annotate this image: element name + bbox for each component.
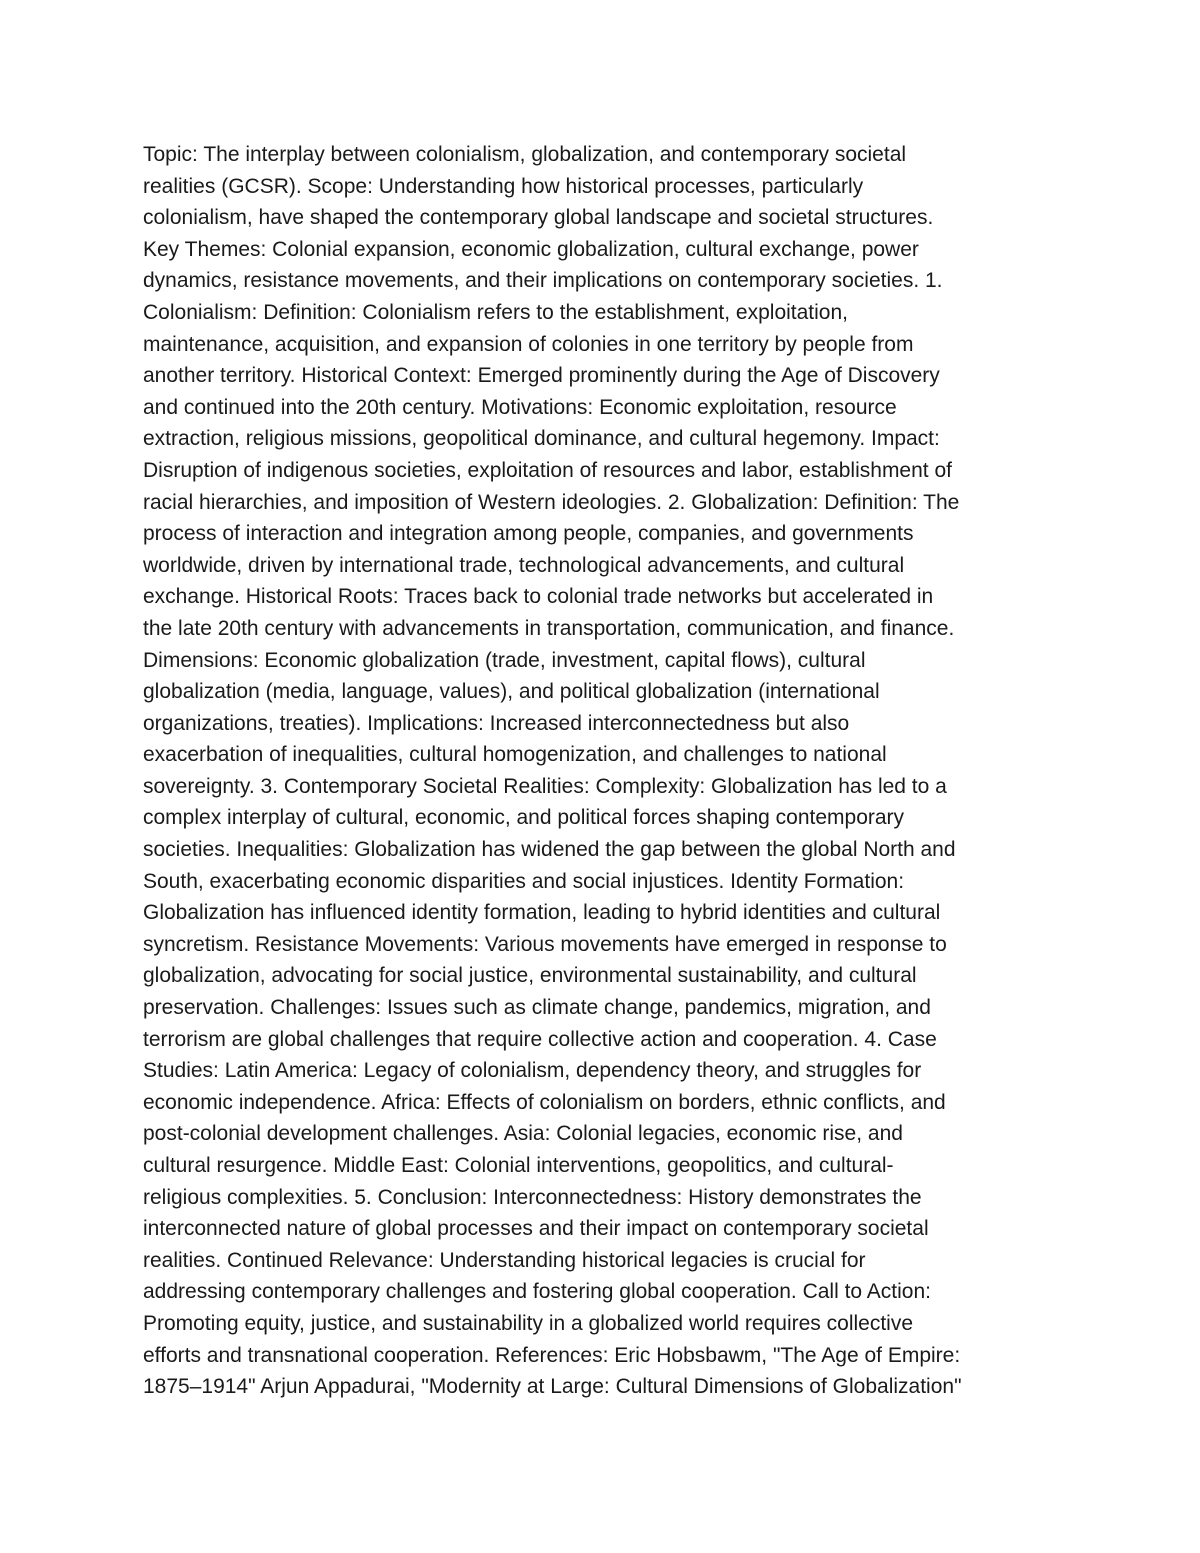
text-line: Topic: The interplay between colonialism, globalization, and contemporary societal [143, 143, 907, 166]
text-line: 1875–1914" Arjun Appadurai, "Modernity at Large: Cultural Dimensions of Globalization" [143, 1375, 962, 1399]
text-line: extraction, religious missions, geopolitical dominance, and cultural hegemony. Impact: [143, 427, 940, 451]
text-line: South, exacerbating economic disparities and social injustices. Identity Formation: [143, 869, 905, 893]
text-line: process of interaction and integration among people, companies, and governments [143, 522, 914, 546]
text-line: interconnected nature of global processes and their impact on contemporary societal [143, 1217, 929, 1241]
text-line: exacerbation of inequalities, cultural homogenization, and challenges to national [143, 743, 887, 767]
text-line: Dimensions: Economic globalization (trade, investment, capital flows), cultural [143, 648, 866, 672]
text-line: the late 20th century with advancements in transportation, communication, and finance. [143, 616, 955, 640]
text-line: organizations, treaties). Implications: Increased interconnectedness but also [143, 711, 850, 735]
text-line: Colonialism: Definition: Colonialism refers to the establishment, exploitation, [143, 300, 848, 324]
text-line: preservation. Challenges: Issues such as climate change, pandemics, migration, and [143, 996, 931, 1020]
text-line: racial hierarchies, and imposition of Western ideologies. 2. Globalization: Definition: The [143, 490, 960, 514]
text-line: Globalization has influenced identity formation, leading to hybrid identities and cultural [143, 901, 941, 925]
text-line: Disruption of indigenous societies, exploitation of resources and labor, establishment of [143, 458, 952, 482]
text-line: exchange. Historical Roots: Traces back to colonial trade networks but accelerated in [143, 585, 934, 609]
text-line: societies. Inequalities: Globalization has widened the gap between the global North and [143, 838, 956, 862]
text-line: dynamics, resistance movements, and their implications on contemporary societies. 1. [143, 269, 943, 293]
text-line: addressing contemporary challenges and fostering global cooperation. Call to Action: [143, 1280, 931, 1304]
text-line: syncretism. Resistance Movements: Various movements have emerged in response to [143, 932, 947, 956]
text-line: Promoting equity, justice, and sustainability in a globalized world requires collective [143, 1311, 914, 1335]
text-line: globalization (media, language, values), and political globalization (international [143, 680, 880, 704]
text-line: another territory. Historical Context: Emerged prominently during the Age of Discovery [143, 364, 940, 388]
text-line: realities. Continued Relevance: Understanding historical legacies is crucial for [143, 1248, 866, 1272]
text-line: colonialism, have shaped the contemporary global landscape and societal structures. [143, 206, 934, 230]
text-line: worldwide, driven by international trade, technological advancements, and cultural [143, 553, 905, 577]
text-line: religious complexities. 5. Conclusion: Interconnectedness: History demonstrates the [143, 1185, 922, 1209]
text-line: cultural resurgence. Middle East: Colonial interventions, geopolitics, and cultural- [143, 1154, 894, 1177]
text-line: Key Themes: Colonial expansion, economic globalization, cultural exchange, power [143, 237, 919, 261]
body-paragraph [143, 139, 1083, 1403]
text-line: efforts and transnational cooperation. References: Eric Hobsbawm, "The Age of Empire: [143, 1343, 961, 1367]
text-line: post-colonial development challenges. Asia: Colonial legacies, economic rise, and [143, 1122, 903, 1146]
text-line: globalization, advocating for social justice, environmental sustainability, and cultural [143, 964, 917, 988]
text-line: Studies: Latin America: Legacy of colonialism, dependency theory, and struggles for [143, 1059, 922, 1083]
text-line: maintenance, acquisition, and expansion of colonies in one territory by people from [143, 332, 914, 356]
text-line: realities (GCSR). Scope: Understanding how historical processes, particularly [143, 174, 864, 198]
text-line: terrorism are global challenges that require collective action and cooperation. 4. Case [143, 1027, 937, 1051]
text-line: economic independence. Africa: Effects of colonialism on borders, ethnic conflicts, and [143, 1090, 946, 1114]
text-line: complex interplay of cultural, economic, and political forces shaping contemporary [143, 806, 905, 830]
text-line: and continued into the 20th century. Motivations: Economic exploitation, resource [143, 395, 897, 419]
text-line: sovereignty. 3. Contemporary Societal Realities: Complexity: Globalization has led to a [143, 774, 947, 798]
